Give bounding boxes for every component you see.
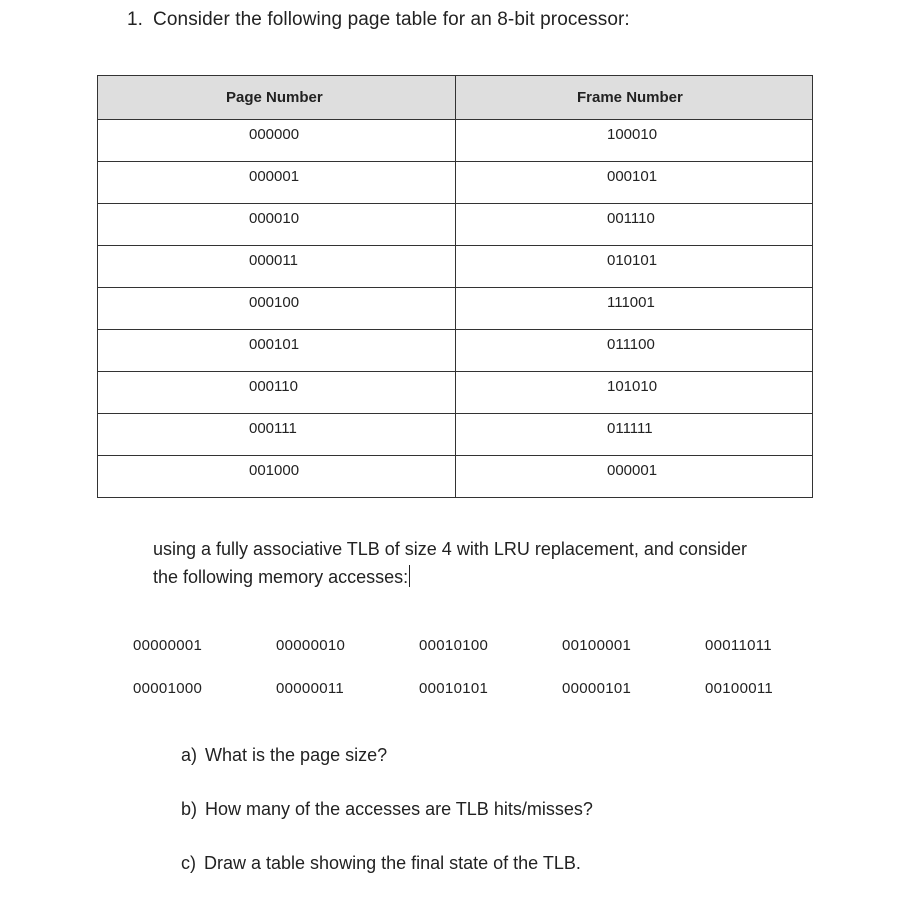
intro-line-1: using a fully associative TLB of size 4 with LRU replacement, and consider [153,539,747,559]
access-value: 00000010 [276,637,346,654]
intro-line-2: the following memory accesses: [153,567,409,587]
table-row [98,414,813,456]
frame-value: 000001 [607,462,658,479]
question-a-text: What is the page size? [205,745,388,765]
frame-cell [456,204,813,246]
table-row [98,246,813,288]
page-cell [98,246,456,288]
frame-value: 011111 [607,420,653,437]
frame-cell [456,120,813,162]
access-value: 00000001 [133,637,203,654]
table-row [98,204,813,246]
question-heading [127,9,630,31]
table-row [98,456,813,498]
question-b-letter: b) [181,799,198,819]
page-value: 000100 [249,294,300,311]
frame-cell [456,456,813,498]
table-row [98,162,813,204]
access-value: 00000011 [276,680,345,697]
frame-cell [456,372,813,414]
frame-value: 111001 [607,294,655,311]
question-c-letter: c) [181,853,196,873]
frame-cell [456,162,813,204]
page-cell [98,162,456,204]
intro-paragraph [153,535,813,591]
frame-value: 100010 [607,126,658,143]
page-table [97,75,813,498]
frame-cell [456,330,813,372]
intro-line-2-wrap [153,563,813,591]
page-cell [98,120,456,162]
page-value: 001000 [249,462,300,479]
frame-value: 010101 [607,252,658,269]
page-value: 000101 [249,336,300,353]
page-value: 000111 [249,420,297,437]
question-number: 1. [127,9,144,30]
header-page-number: Page Number [98,76,456,120]
access-value: 00000101 [562,680,632,697]
question-text: Consider the following page table for an 8-bit processor: [153,9,630,30]
question-b [181,799,593,820]
page-cell [98,288,456,330]
frame-value: 000101 [607,168,658,185]
frame-cell [456,414,813,456]
page-cell [98,372,456,414]
page-cell [98,456,456,498]
question-c-text: Draw a table showing the final state of the TLB. [204,853,581,873]
page-cell [98,204,456,246]
page-cell [98,414,456,456]
access-value: 00011011 [705,637,772,654]
question-b-text: How many of the accesses are TLB hits/misses? [205,799,593,819]
page-value: 000001 [249,168,300,185]
access-value: 00100011 [705,680,774,697]
question-a [181,745,387,766]
frame-value: 001110 [607,210,655,227]
access-value: 00001000 [133,680,203,697]
text-cursor [409,565,410,587]
header-frame-number: Frame Number [456,76,813,120]
page-value: 000011 [249,252,298,269]
table-header-row [98,76,813,120]
frame-cell [456,246,813,288]
question-c [181,853,581,874]
access-value: 00100001 [562,637,632,654]
access-value: 00010100 [419,637,489,654]
page-value: 000010 [249,210,300,227]
page-value: 000000 [249,126,300,143]
question-a-letter: a) [181,745,198,765]
frame-cell [456,288,813,330]
table-row [98,372,813,414]
frame-value: 101010 [607,378,658,395]
access-value: 00010101 [419,680,489,697]
page-value: 000110 [249,378,298,395]
table-row [98,330,813,372]
table-row [98,288,813,330]
table-row [98,120,813,162]
frame-value: 011100 [607,336,655,353]
page-cell [98,330,456,372]
